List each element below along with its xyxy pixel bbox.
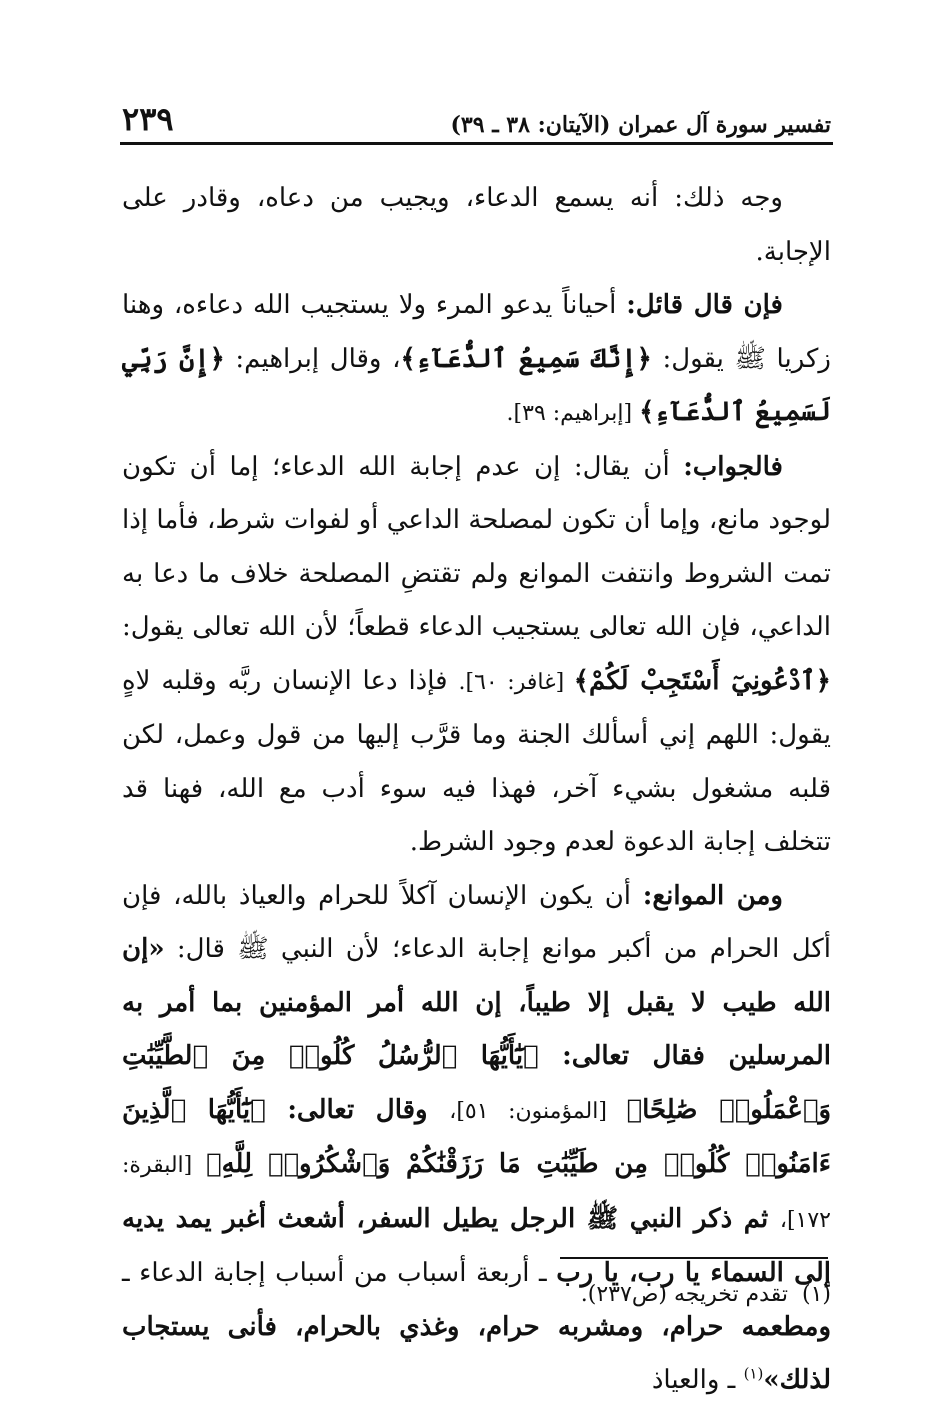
text-run: ـ والعياذ — [651, 1365, 744, 1395]
lead-term: فالجواب: — [683, 451, 783, 482]
citation: [البقرة: ١٧٢]، — [122, 1153, 831, 1233]
text-run: وجه ذلك: أنه يسمع الدعاء، ويجيب من دعاه، وقادر على الإجابة. — [122, 183, 831, 267]
quran-quote: ﴿إِنَّ رَبِّي لَسَمِيعُ ٱلدُّعَآءِ﴾ — [122, 343, 831, 427]
paragraph — [122, 279, 831, 441]
hadith-text: «إن الله طيب لا يقبل إلا طيباً، إن الله أمر المؤمنين بما أمر به المرسلين فقال تعالى: — [122, 934, 832, 1071]
body-text — [122, 172, 831, 1408]
citation: [إبراهيم: ٣٩]. — [506, 401, 640, 426]
hadith-text: ثم ذكر النبي ﷺ الرجل يطيل السفر، أشعث أغبر يمد يديه إلى السماء يا رب، يا رب — [122, 1203, 831, 1288]
text-run: أحياناً يدعو المرء ولا يستجيب الله دعاءه، وهنا زكريا ﷺ يقول: — [122, 290, 831, 374]
paragraph — [122, 172, 831, 279]
header-rule — [120, 142, 833, 145]
hadith-text: ومطعمه حرام، ومشربه حرام، وغذي بالحرام، فأنى يستجاب لذلك» — [122, 1311, 831, 1395]
running-header — [122, 92, 831, 138]
text-run: فإذا دعا الإنسان ربَّه وقلبه لاهٍ يقول: اللهم إني أسألك الجنة وما قرَّب إليها من قول وعمل، لكن قلبه مشغول بشيء آخر، فهذا فيه سوء أدب مع الله، فهنا قد تتخلف إجابة الدعوة لعدم وجود الشرط. — [122, 665, 831, 857]
footnote — [122, 1278, 831, 1312]
text-run: أن يكون الإنسان آكلاً للحرام والعياذ بالله، فإن أكل الحرام من أكبر موانع إجابة الدعاء؛ لأن النبي ﷺ قال: — [122, 880, 831, 964]
footnote-ref: (١) — [743, 1364, 764, 1383]
citation: [غافر: ٦٠]. — [458, 669, 574, 695]
footnote-text: تقدم تخريجه (ص٢٣٧). — [580, 1282, 788, 1307]
quran-quote: ﴿يَٰٓأَيُّهَا ٱلرُّسُلُ كُلُوا۟ مِنَ ٱلطَّيِّبَٰتِ وَٱعْمَلُوا۟ صَٰلِحًا﴾ — [122, 1041, 832, 1125]
lead-term: فإن قال قائل: — [626, 290, 783, 320]
quran-quote: ﴿يَٰٓأَيُّهَا ٱلَّذِينَ ءَامَنُوا۟ كُلُوا۟ مِن طَيِّبَٰتِ مَا رَزَقْنَٰكُمْ وَٱشْكُرُوا۟ لِلَّهِ﴾ — [122, 1094, 831, 1179]
lead-term: ومن الموانع: — [642, 880, 783, 911]
hadith-text: وقال تعالى: — [265, 1094, 450, 1125]
quran-quote: ﴿إِنَّكَ سَمِيعُ ٱلدُّعَآءِ﴾ — [400, 343, 652, 374]
quran-quote: ﴿ٱدْعُونِيٓ أَسْتَجِبْ لَكُمْ﴾ — [573, 665, 831, 696]
paragraph — [122, 441, 831, 870]
text-run: ـ أربعة أسباب من أسباب إجابة الدعاء ـ — [122, 1258, 557, 1288]
page-number: ٢٣٩ — [122, 100, 174, 138]
text-run: أن يقال: إن عدم إجابة الله الدعاء؛ إما أن تكون لوجود مانع، وإما أن تكون لمصلحة الداعي أو لفوات شرط، فأما إذا تمت الشروط وانتفت الموانع ولم تقتضِ المصلحة خلاف ما دعا به الداعي، فإن الله تعالى يستجيب الدعاء قطعاً؛ لأن الله تعالى يقول: — [122, 451, 831, 642]
paragraph — [122, 870, 831, 1408]
header-title: تفسير سورة آل عمران (الآيتان: ٣٨ ـ ٣٩) — [450, 112, 831, 138]
footnote-marker: (١) — [801, 1282, 831, 1307]
footnote-rule — [560, 1257, 828, 1259]
citation: [المؤمنون: ٥١]، — [449, 1098, 627, 1124]
text-run: ، وقال إبراهيم: — [224, 343, 401, 374]
